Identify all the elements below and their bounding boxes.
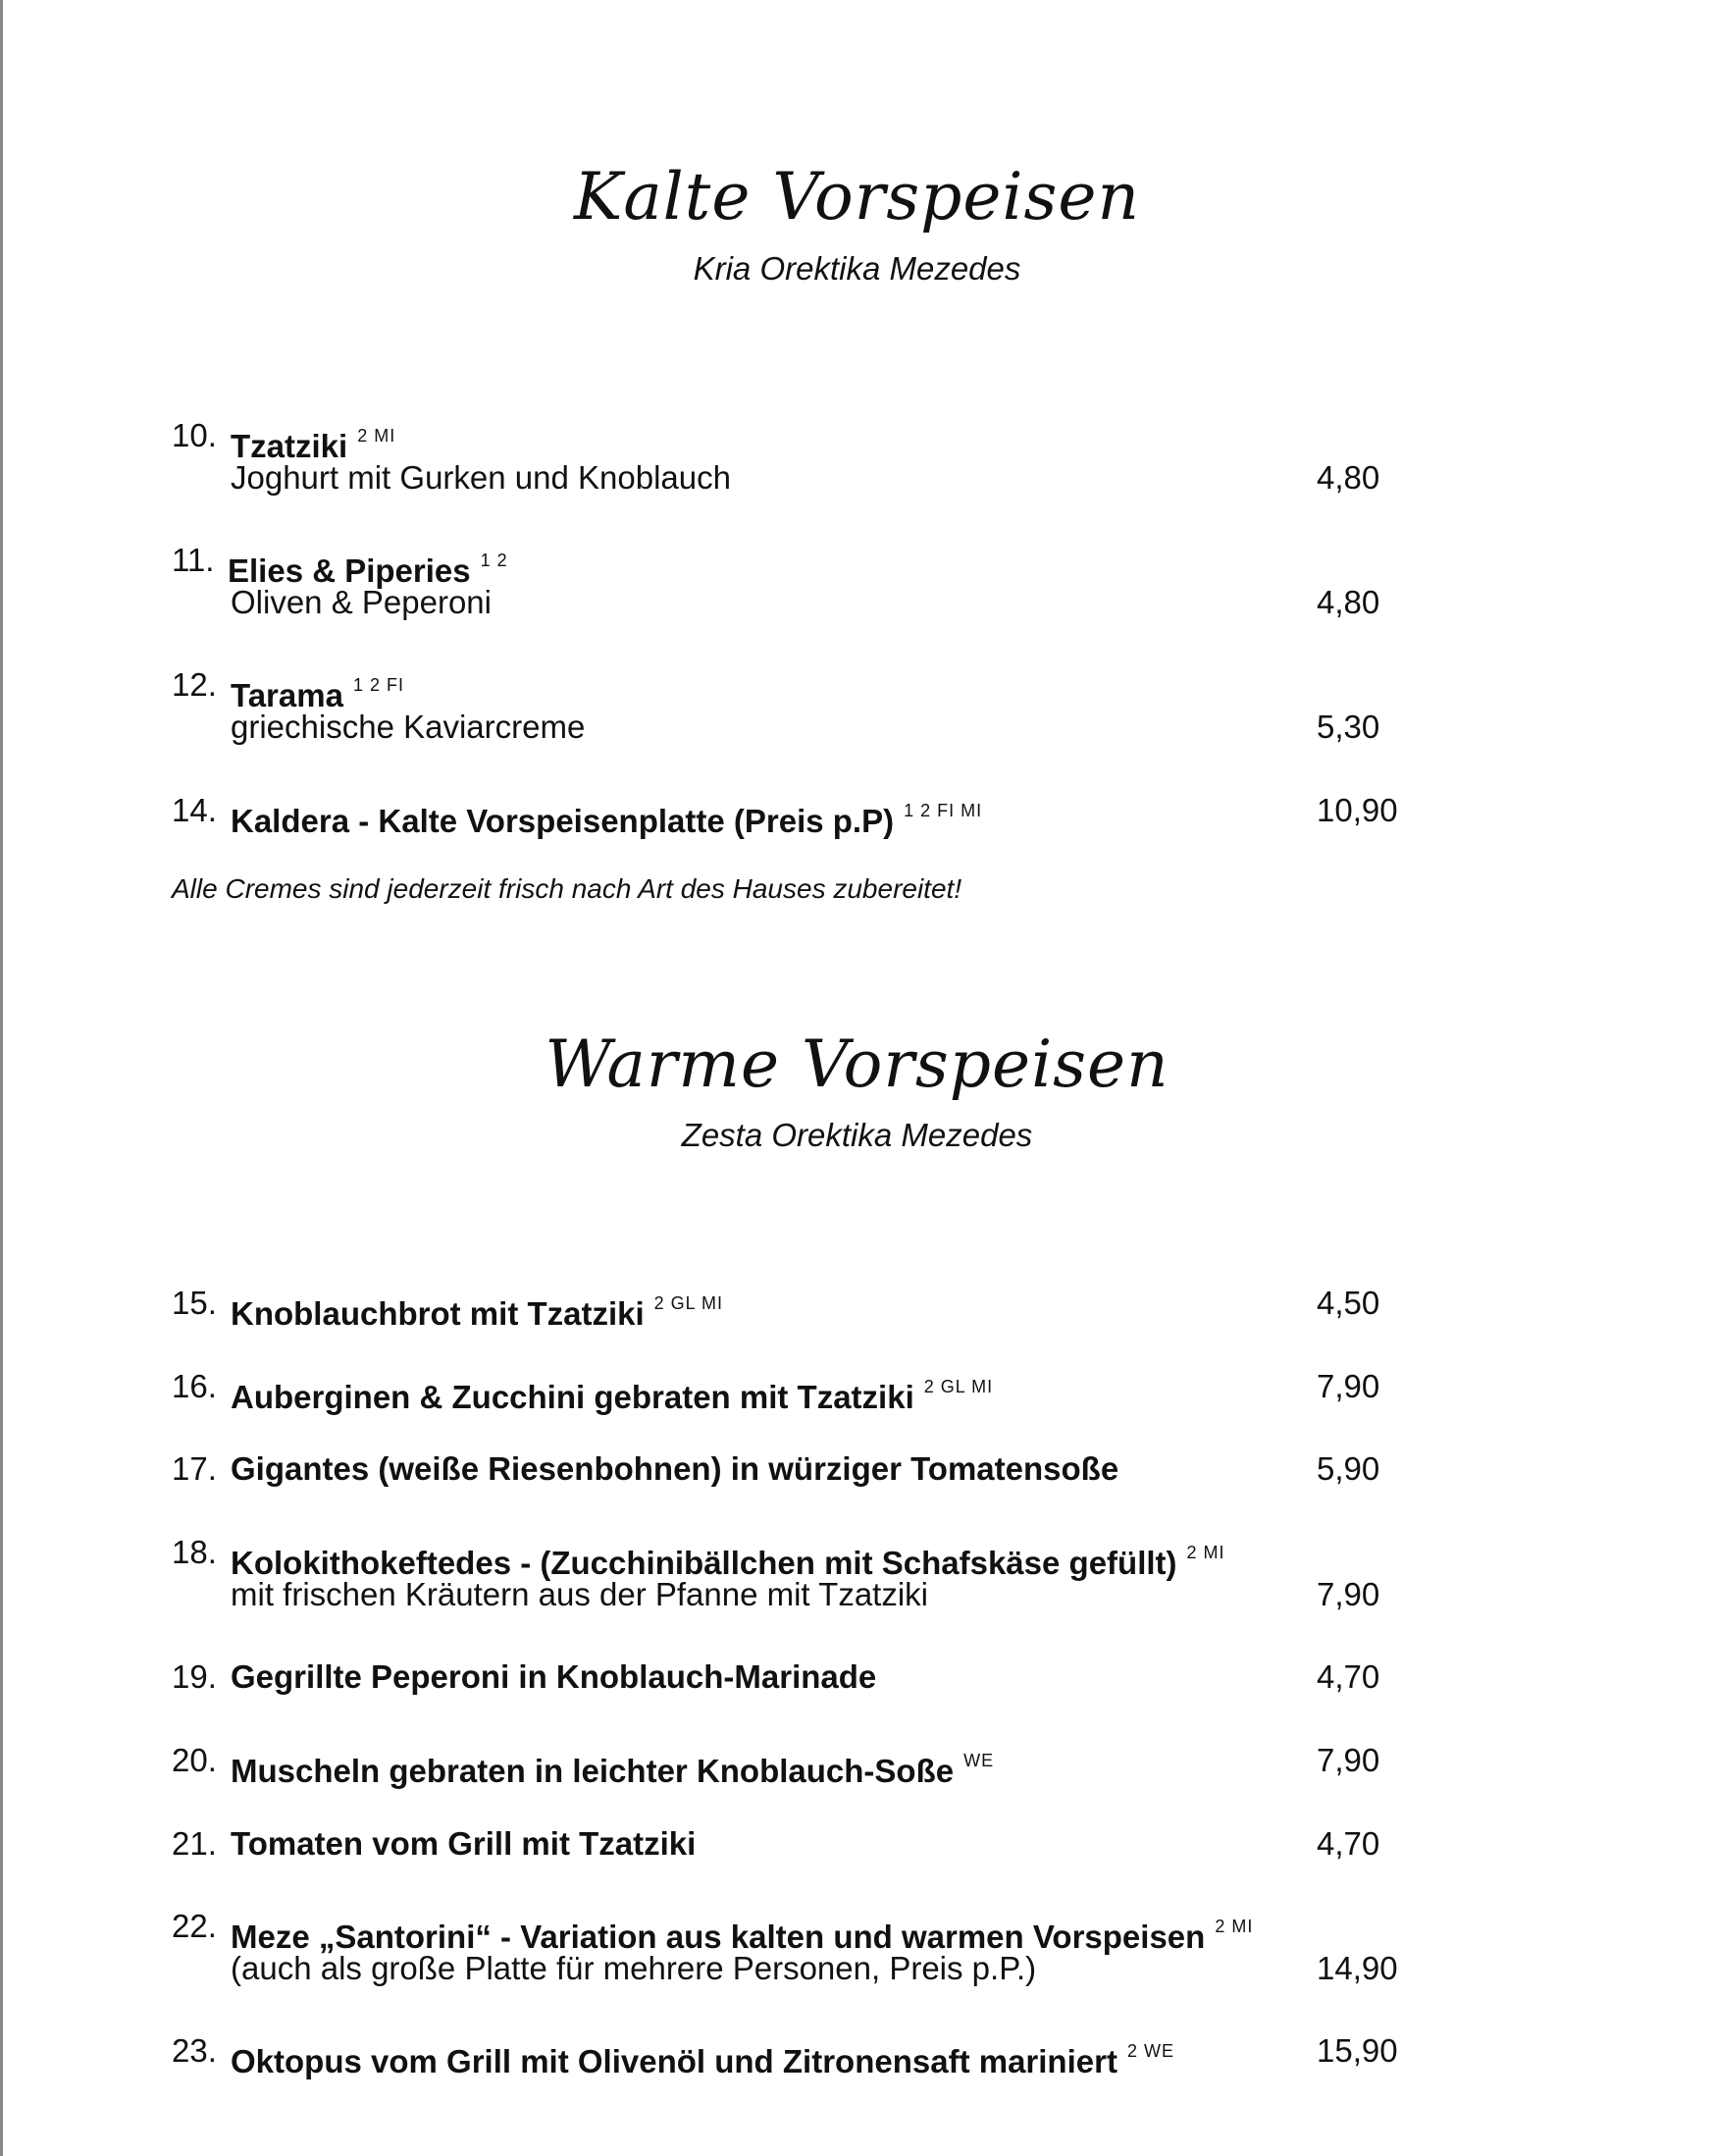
item-allergens: 1 2 (480, 551, 508, 570)
item-allergens: 2 GL MI (653, 1293, 724, 1313)
item-allergens: 2 WE (1126, 2041, 1174, 2061)
item-number: 17. (172, 1450, 217, 1487)
item-number: 21. (172, 1825, 217, 1862)
item-allergens: WE (963, 1751, 995, 1770)
item-price: 7,90 (1317, 1368, 1380, 1404)
item-price: 4,50 (1317, 1285, 1380, 1321)
item-price: 4,80 (1317, 584, 1380, 620)
item-name: Gegrillte Peperoni in Knoblauch-Marinade (231, 1658, 877, 1695)
item-number: 23. (172, 2032, 217, 2069)
item-description: griechische Kaviarcreme (231, 709, 586, 745)
item-description: mit frischen Kräutern aus der Pfanne mit Tzatziki (231, 1576, 929, 1612)
item-allergens: 2 MI (357, 426, 396, 446)
item-allergens: 1 2 FI (352, 675, 404, 695)
item-name: Kaldera - Kalte Vorspeisenplatte (Preis p.P) $^{1 2 FI MI}$ (231, 801, 983, 839)
item-description: (auch als große Platte für mehrere Personen, Preis p.P.) (231, 1950, 1037, 1986)
item-number: 14. (172, 792, 217, 828)
section-title-kalte: Kalte Vorspeisen (574, 159, 1140, 235)
section-title-warme: Warme Vorspeisen (545, 1026, 1169, 1102)
item-price: 4,70 (1317, 1825, 1380, 1862)
item-price: 7,90 (1317, 1742, 1380, 1778)
item-price: 15,90 (1317, 2032, 1398, 2069)
item-number: 10. (172, 417, 217, 453)
item-name: Gigantes (weiße Riesenbohnen) in würziger Tomatensoße (231, 1450, 1119, 1487)
item-number: 18. (172, 1534, 217, 1570)
item-number: 15. (172, 1285, 217, 1321)
item-price: 4,70 (1317, 1658, 1380, 1695)
item-name: Tomaten vom Grill mit Tzatziki (231, 1825, 697, 1862)
item-price: 10,90 (1317, 792, 1398, 828)
item-name: Tarama $^{1 2 FI}$ (231, 675, 404, 713)
item-name: Oktopus vom Grill mit Olivenöl und Zitronensaft mariniert $^{2 WE}$ (231, 2041, 1174, 2079)
item-number: 11. (172, 542, 215, 578)
item-price: 4,80 (1317, 459, 1380, 496)
section-subtitle-warme: Zesta Orektika Mezedes (681, 1117, 1033, 1153)
item-name: Tzatziki $^{2 MI}$ (231, 426, 396, 464)
item-price: 7,90 (1317, 1576, 1380, 1612)
item-price: 5,90 (1317, 1450, 1380, 1487)
item-name: Meze „Santorini“ - Variation aus kalten und warmen Vorspeisen $^{2 MI}$ (231, 1917, 1254, 1955)
item-allergens: 2 MI (1186, 1543, 1225, 1562)
item-description: Joghurt mit Gurken und Knoblauch (231, 459, 731, 496)
item-name: Knoblauchbrot mit Tzatziki $^{2 GL MI}$ (231, 1293, 724, 1332)
item-number: 12. (172, 666, 217, 703)
item-number: 22. (172, 1908, 217, 1944)
item-number: 20. (172, 1742, 217, 1778)
item-allergens: 2 MI (1215, 1917, 1254, 1936)
item-name: Auberginen & Zucchini gebraten mit Tzatziki $^{2 GL MI}$ (231, 1377, 994, 1415)
item-name: Kolokithokeftedes - (Zucchinibällchen mit Schafskäse gefüllt) $^{2 MI}$ (231, 1543, 1225, 1581)
item-name: Elies & Piperies $^{1 2}$ (228, 551, 508, 589)
item-number: 19. (172, 1658, 217, 1695)
item-number: 16. (172, 1368, 217, 1404)
item-price: 5,30 (1317, 709, 1380, 745)
item-price: 14,90 (1317, 1950, 1398, 1986)
item-name: Muscheln gebraten in leichter Knoblauch-Soße $^{WE}$ (231, 1751, 995, 1789)
section-subtitle-kalte: Kria Orektika Mezedes (693, 250, 1021, 287)
item-allergens: 2 GL MI (923, 1377, 994, 1396)
item-description: Oliven & Peperoni (231, 584, 492, 620)
kalte-note: Alle Cremes sind jederzeit frisch nach Art des Hauses zubereitet! (172, 873, 962, 904)
item-allergens: 1 2 FI MI (904, 801, 983, 820)
